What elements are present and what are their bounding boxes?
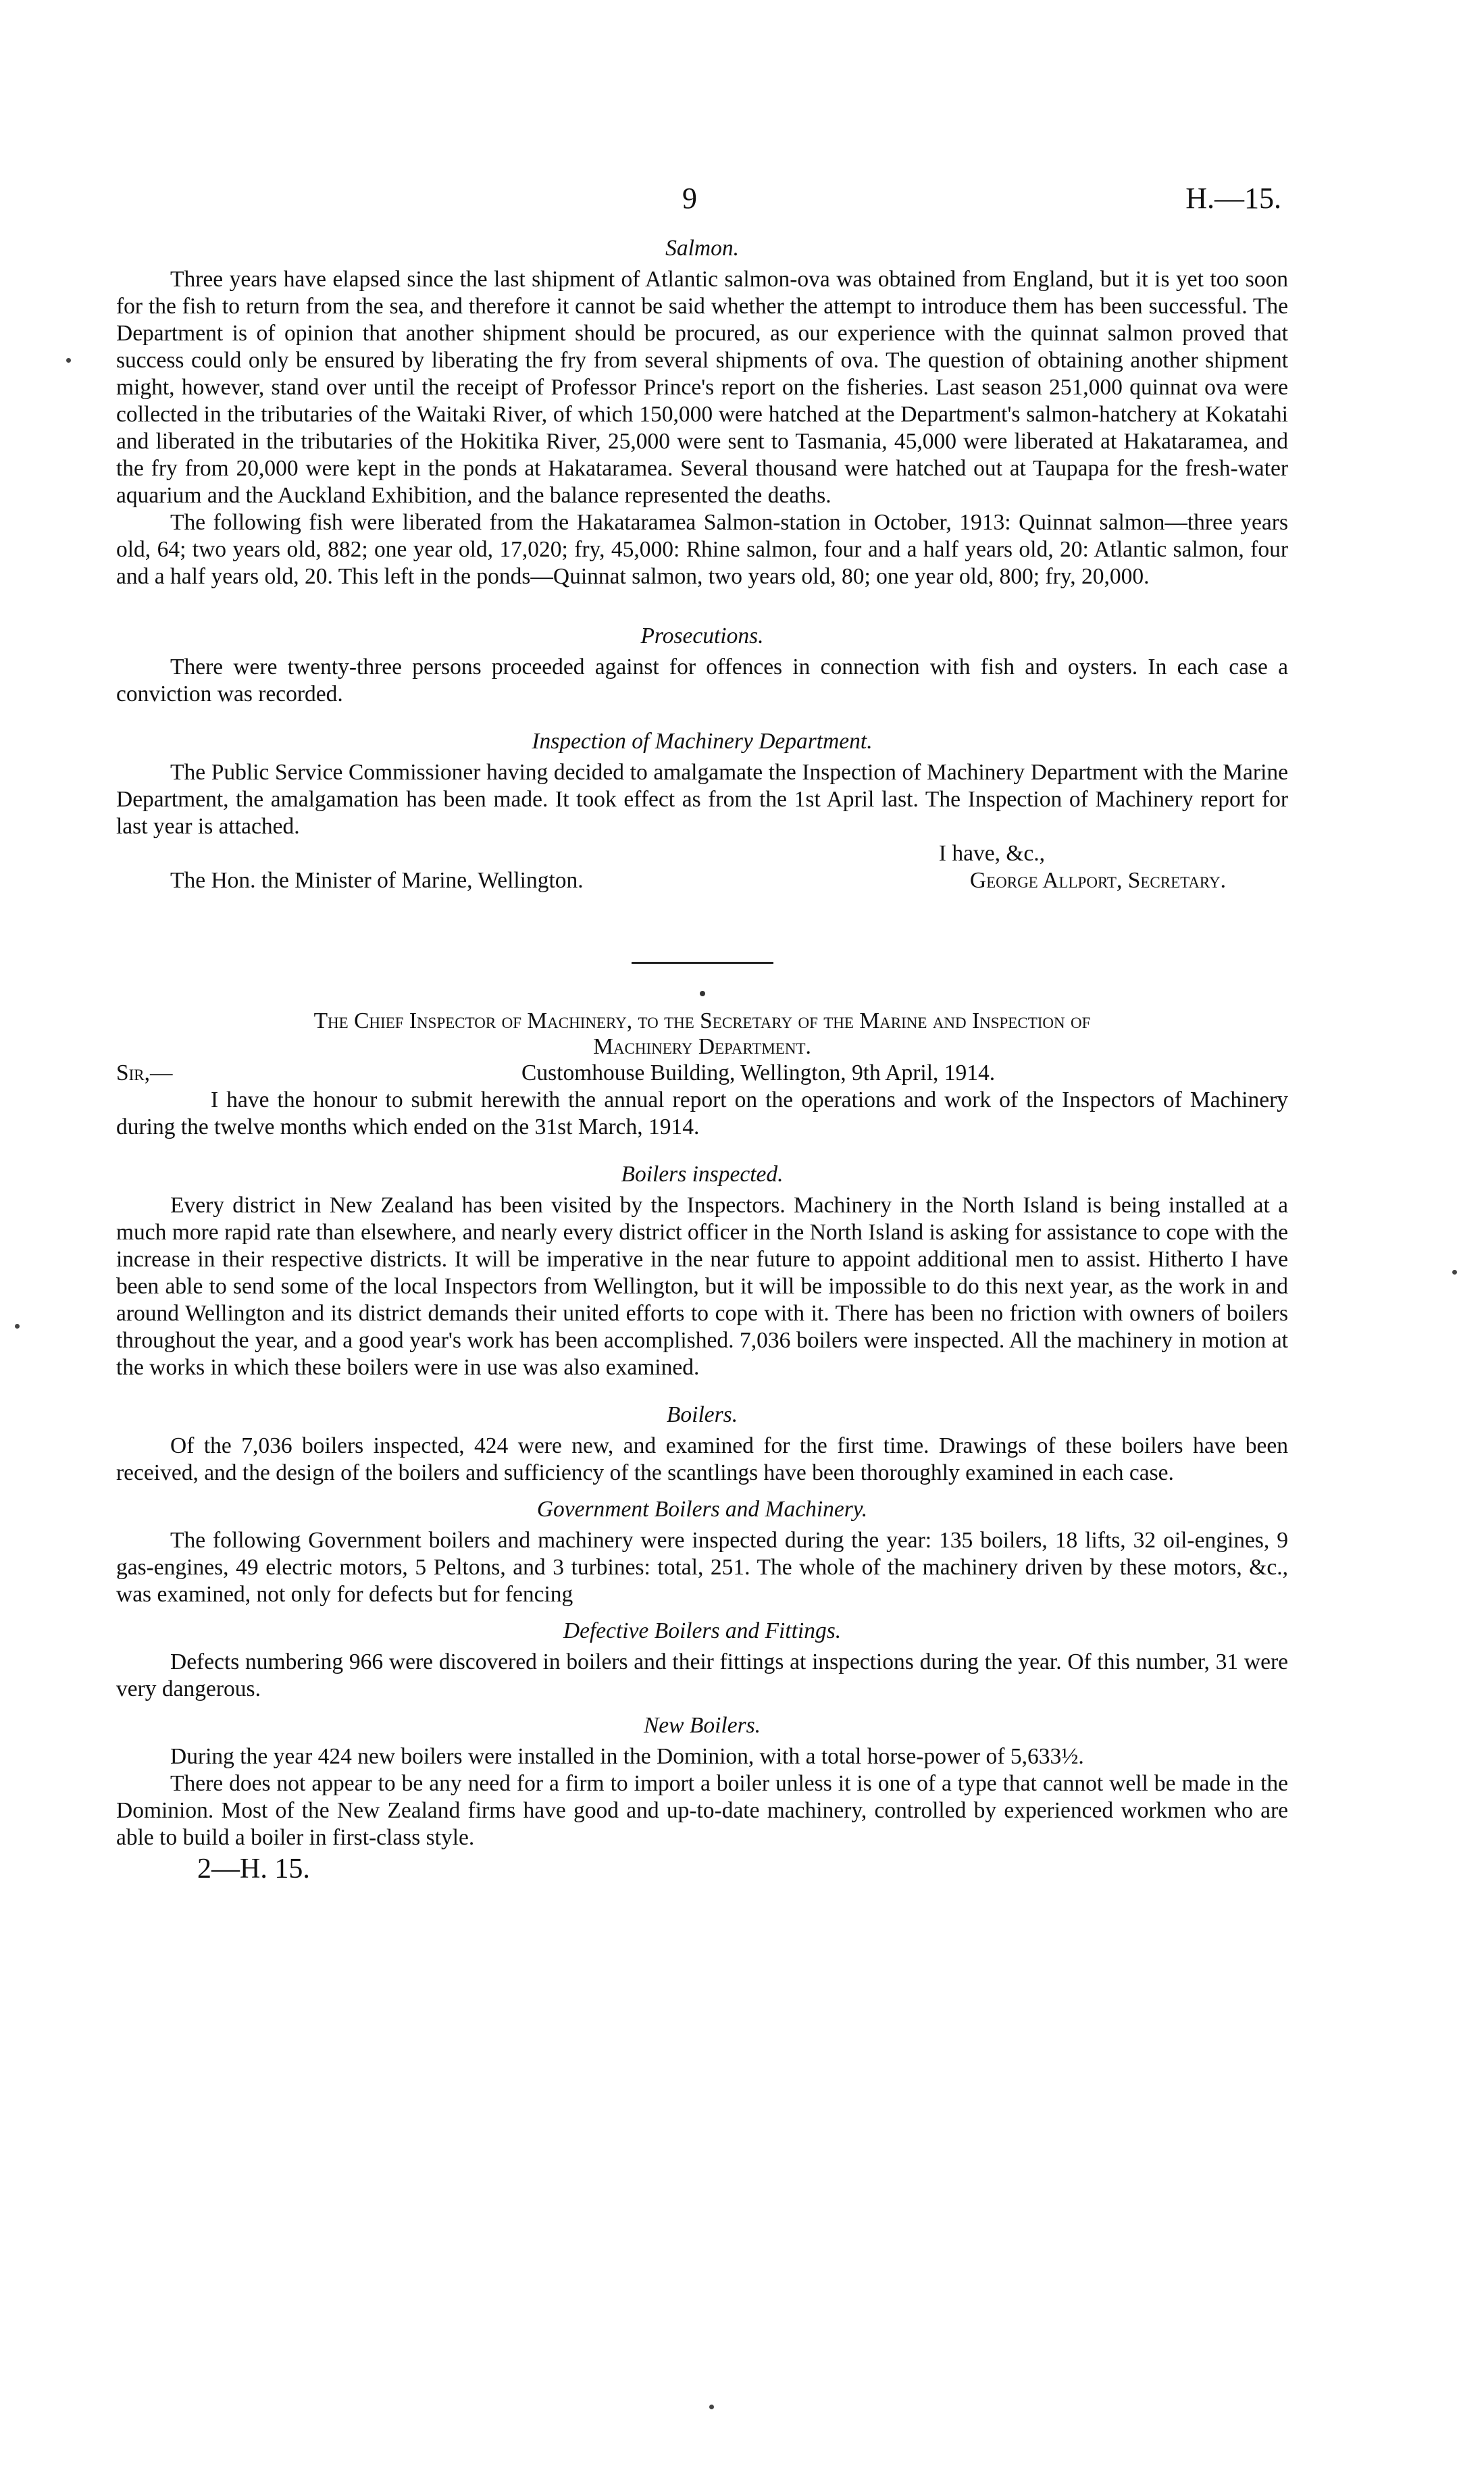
- secretary-signature: George Allport, Secretary.: [969, 868, 1226, 893]
- paragraph: Every district in New Zealand has been visited by the Inspectors. Machinery in the North Island is being installed at a much more rapid rate than elsewhere, and nearly every district officer in the North Island is asking for assistance to cope with the increase in their respective districts. It will be imperative in the near future to appoint additional men to assist. Hitherto I have been able to send some of the local Inspectors from Wellington, but it will be impossible to do this next year, as the work in and around Wellington and its district demands their united efforts to cope with it. There has been no friction with owners of boilers throughout the year, and a good year's work has been accomplished. 7,036 boilers were inspected. All the machinery in motion at the works in which these boilers were in use was also examined.: [116, 1193, 1288, 1380]
- section-boilers: [116, 1402, 1288, 1487]
- section-defective-boilers: [116, 1618, 1288, 1703]
- signature-row: [116, 867, 1288, 894]
- salutation: Sir,—: [116, 1060, 173, 1085]
- page-header: [0, 181, 1484, 222]
- paragraph: Three years have elapsed since the last shipment of Atlantic salmon-ova was obtained from England, but it is yet too soon for the fish to return from the sea, and therefore it cannot be said whether the attempt to introduce them has been successful. The Department is of opinion that another shipment should be procured, as our experience with the quinnat salmon proved that success could only be ensured by liberating the fry from several shipments of ova. The question of obtaining another shipment might, however, stand over until the receipt of Professor Prince's report on the fisheries. Last season 251,000 quinnat ova were collected in the tributaries of the Waitaki River, of which 150,000 were hatched at the Department's salmon-hatchery at Kokatahi and liberated in the tributaries of the Hokitika River, 25,000 were sent to Tasmania, 45,000 were liberated at Hakataramea, and the fry from 20,000 were kept in the ponds at Hakataramea. Several thousand were hatched out at Taupapa for the fresh-water aquarium and the Auckland Exhibition, and the balance represented the deaths.: [116, 267, 1288, 508]
- section-heading: Boilers inspected.: [621, 1162, 784, 1187]
- section-heading: Salmon.: [665, 236, 739, 261]
- paragraph: There were twenty-three persons proceeded against for offences in connection with fish and oysters. In each case a conviction was recorded.: [116, 655, 1288, 707]
- signature-code: 2—H. 15.: [197, 1853, 310, 1884]
- letter-addressee-line-1: The Chief Inspector of Machinery, to the Secretary of the Marine and Inspection of: [313, 1008, 1091, 1033]
- section-new-boilers: [116, 1712, 1288, 1851]
- section-inspection-department: [116, 728, 1288, 894]
- letter-addressee-line-2: Machinery Department.: [593, 1034, 811, 1059]
- paragraph: The Public Service Commissioner having decided to amalgamate the Inspection of Machinery Department with the Marine Department, the amalgamation has been made. It took effect as from the 1st April last. The Inspection of Machinery report for last year is attached.: [116, 760, 1288, 839]
- section-heading: Boilers.: [666, 1402, 738, 1427]
- closing-line: I have, &c.,: [938, 841, 1045, 866]
- section-heading: Inspection of Machinery Department.: [532, 729, 873, 754]
- paragraph: The following Government boilers and machinery were inspected during the year: 135 boilers, 18 lifts, 32 oil-engines, 9 gas-engines, 49 electric motors, 5 Peltons, and 3 turbines: total, 251. The whole of the machinery driven by these motors, &c., was examined, not only for defects but for fencing: [116, 1528, 1288, 1607]
- section-heading: New Boilers.: [643, 1713, 761, 1738]
- section-heading: Defective Boilers and Fittings.: [563, 1618, 842, 1643]
- location-date: Customhouse Building, Wellington, 9th April, 1914.: [521, 1060, 996, 1085]
- section-government-boilers: [116, 1496, 1288, 1608]
- section-boilers-inspected: [116, 1161, 1288, 1381]
- paragraph: During the year 424 new boilers were installed in the Dominion, with a total horse-power of 5,633½.: [170, 1744, 1084, 1769]
- minister-addressee: The Hon. the Minister of Marine, Wellington.: [170, 868, 584, 893]
- page-number: 9: [682, 182, 697, 215]
- ornament-dot: [700, 991, 705, 996]
- section-heading: Prosecutions.: [640, 623, 764, 648]
- salutation-row: [116, 1060, 1288, 1087]
- margin-mark: [66, 358, 71, 363]
- section-divider: [632, 962, 773, 964]
- paragraph: Defects numbering 966 were discovered in boilers and their fittings at inspections during the year. Of this number, 31 were very dangerous.: [116, 1649, 1288, 1701]
- section-letter: [116, 1008, 1288, 1141]
- margin-mark: [709, 2405, 714, 2409]
- section-heading: Government Boilers and Machinery.: [536, 1497, 868, 1522]
- paragraph: I have the honour to submit herewith the annual report on the operations and work of the Inspectors of Machinery during the twelve months which ended on the 31st March, 1914.: [116, 1087, 1288, 1139]
- section-salmon: [116, 235, 1288, 590]
- paragraph: Of the 7,036 boilers inspected, 424 were new, and examined for the first time. Drawings of these boilers have been received, and the design of the boilers and sufficiency of the scantlings have been thoroughly examined in each case.: [116, 1433, 1288, 1485]
- paragraph: The following fish were liberated from the Hakataramea Salmon-station in October, 1913: Quinnat salmon—three years old, 64; two years old, 882; one year old, 17,020; fry, 45,000: Rhine salmon, four and a half years old, 20: Atlantic salmon, four and a half years old, 20. This left in the ponds—Quinnat salmon, two years old, 80; one year old, 800; fry, 20,000.: [116, 510, 1288, 589]
- margin-mark: [1452, 1270, 1457, 1275]
- paragraph: There does not appear to be any need for a firm to import a boiler unless it is one of a type that cannot well be made in the Dominion. Most of the New Zealand firms have good and up-to-date machinery, controlled by experienced workmen who are able to build a boiler in first-class style.: [116, 1771, 1288, 1850]
- page-content: [116, 235, 1288, 1882]
- document-code: H.—15.: [1185, 182, 1281, 215]
- section-prosecutions: [116, 623, 1288, 708]
- margin-mark: [15, 1324, 20, 1329]
